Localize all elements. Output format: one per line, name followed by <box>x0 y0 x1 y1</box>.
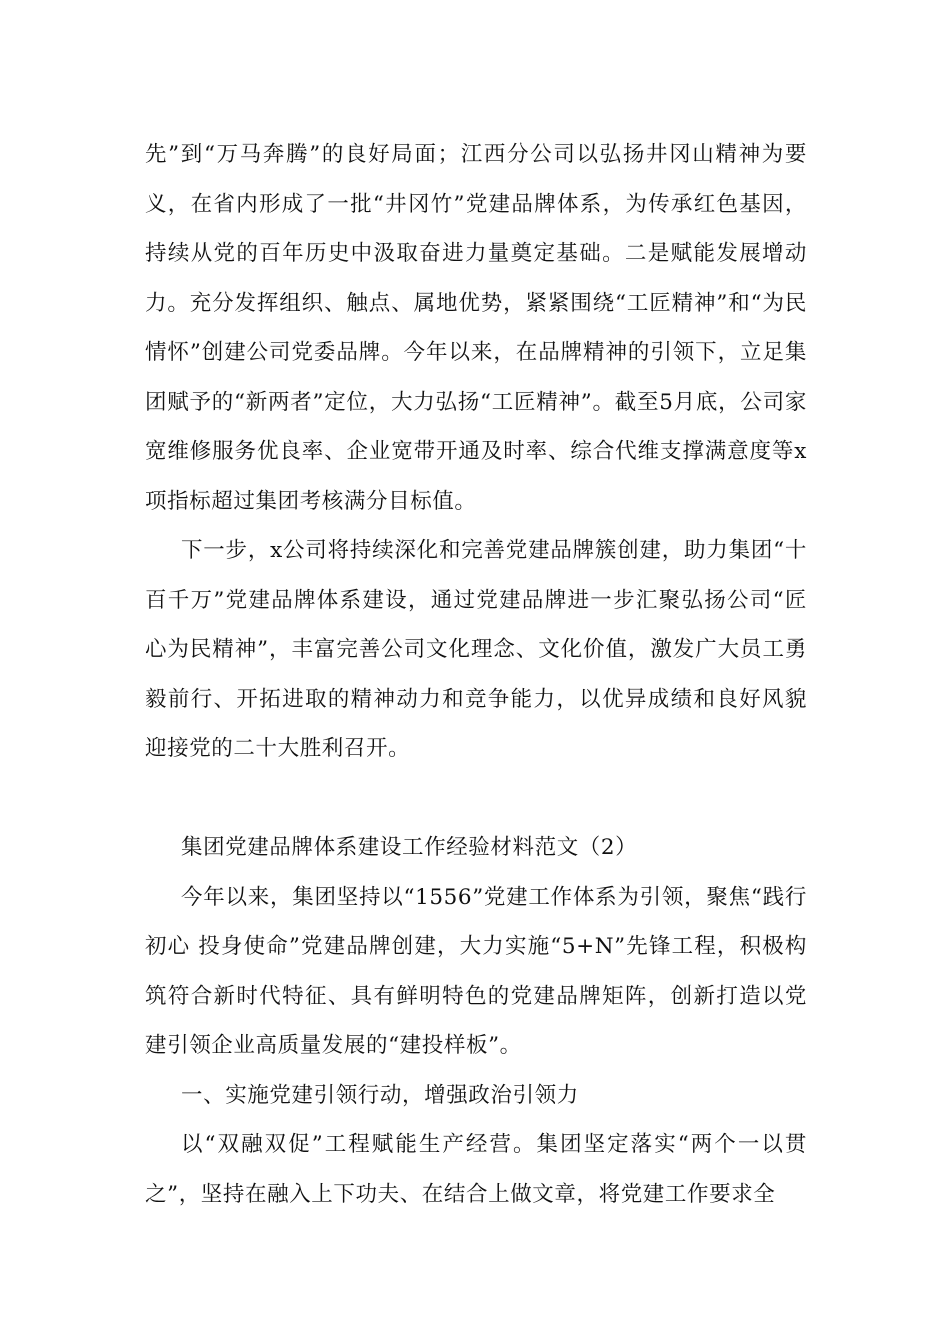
section-heading-one: 一、实施党建引领行动，增强政治引领力 <box>181 1082 579 1108</box>
paragraph-spacer <box>145 774 807 824</box>
paragraph-shuangrong: 以“双融双促”工程赋能生产经营。集团坚定落实“两个一以贯之”，坚持在融入上下功夫、在结合上做文章，将党建工作要求全 <box>145 1132 807 1207</box>
document-body <box>145 130 807 1219</box>
section-title: 集团党建品牌体系建设工作经验材料范文（2） <box>181 835 638 860</box>
paragraph-intro: 今年以来，集团坚持以“1556”党建工作体系为引领，聚焦“践行初心 投身使命”党建品牌创建，大力实施“5+N”先锋工程，积极构筑符合新时代特征、具有鲜明特色的党建品牌矩阵，创新打造以党建引领企业高质量发展的“建投样板”。 <box>145 884 807 1058</box>
paragraph-next-step: 下一步，x公司将持续深化和完善党建品牌簇创建，助力集团“十百千万”党建品牌体系建设，通过党建品牌进一步汇聚弘扬公司“匠心为民精神”，丰富完善公司文化理念、文化价值，激发广大员工勇毅前行、开拓进取的精神动力和竞争能力，以优异成绩和良好风貌迎接党的二十大胜利召开。 <box>145 538 807 761</box>
paragraph-continued: 先”到“万马奔腾”的良好局面；江西分公司以弘扬井冈山精神为要义，在省内形成了一批“井冈竹”党建品牌体系，为传承红色基因，持续从党的百年历史中汲取奋进力量奠定基础。二是赋能发展增动力。充分发挥组织、触点、属地优势，紧紧围绕“工匠精神”和“为民情怀”创建公司党委品牌。今年以来，在品牌精神的引领下，立足集团赋予的“新两者”定位，大力弘扬“工匠精神”。截至5月底，公司家宽维修服务优良率、企业宽带开通及时率、综合代维支撑满意度等x项指标超过集团考核满分目标值。 <box>145 142 807 514</box>
